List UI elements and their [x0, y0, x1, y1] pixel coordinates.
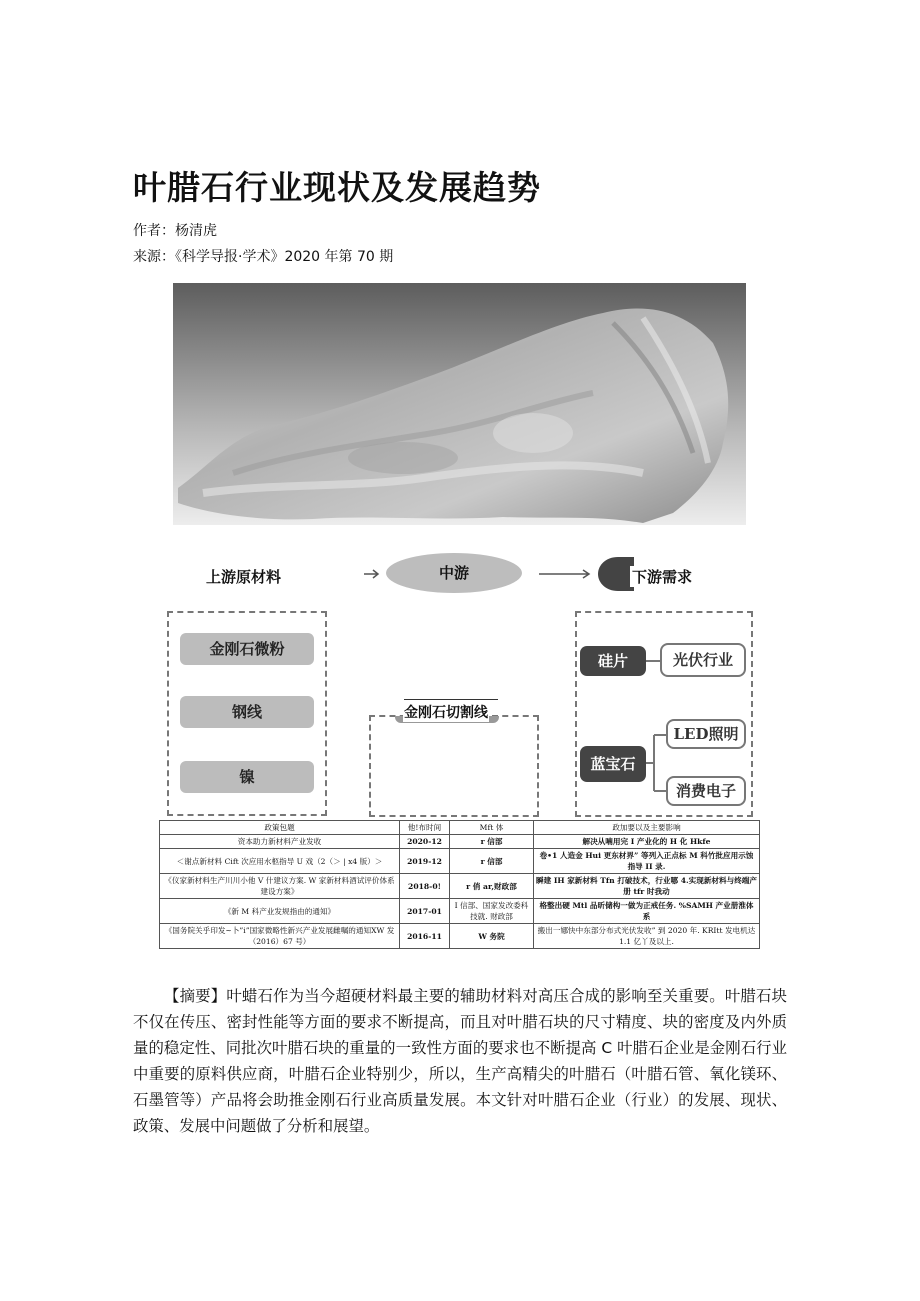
agency-cell: r 信部 — [450, 849, 534, 874]
consumer-electronics-node: 消费电子 — [666, 776, 746, 806]
abstract-section — [133, 983, 787, 1139]
arrow-right-icon — [362, 568, 382, 580]
impact-cell: 卷•1 人造金 Hui 更东材界” 等列入正点标 M 科竹批应用示蚀指导 II 录. — [534, 849, 760, 874]
sapphire-node: 蓝宝石 — [580, 746, 646, 782]
downstream-label: 下游需求 — [632, 568, 693, 586]
upstream-item-nickel: 镍 — [180, 761, 314, 793]
upstream-item-steel-wire: 钢线 — [180, 696, 314, 728]
table-row — [160, 849, 760, 874]
led-lighting-node: LED照明 — [666, 719, 746, 749]
policy-cell: 《仪家新材料生产川川小他 V 什建议方案. W 家新材料酒试评价体系建设方案》 — [160, 874, 400, 899]
impact-cell: 搬出一娜快中东部分布式光伏发收” 到 2020 年. KRItt 发电机达 1.1 亿丫及以上. — [534, 924, 760, 949]
table-row — [160, 835, 760, 849]
policy-table — [159, 820, 760, 949]
header-policy: 政策包题 — [160, 821, 400, 835]
agency-cell: r 信部 — [450, 835, 534, 849]
table-row — [160, 924, 760, 949]
table-header-row — [160, 821, 760, 835]
date-cell: 2017-01 — [400, 899, 450, 924]
date-cell: 2018-0! — [400, 874, 450, 899]
midstream-item: 金刚石切割线 — [403, 702, 489, 722]
header-date: 他!布时间 — [400, 821, 450, 835]
upstream-item-diamond-powder: 金刚石微粉 — [180, 633, 314, 665]
midstream-box — [369, 715, 539, 817]
policy-cell: 《新 M 科产业发规指由的通知》 — [160, 899, 400, 924]
header-impact: 政加要以及主要影响 — [534, 821, 760, 835]
pv-industry-node: 光伏行业 — [660, 643, 746, 677]
impact-cell: 瞬建 IH 家新材料 Tfn 打破技术，行业哪 4.实现新材料与终端产册 tfr 时我动 — [534, 874, 760, 899]
upstream-label: 上游原材料 — [206, 568, 282, 586]
date-cell: 2019-12 — [400, 849, 450, 874]
agency-cell: r 俏 ar,财政部 — [450, 874, 534, 899]
impact-cell: 解决从喃用完 I 产业化的 H 化 Hkfe — [534, 835, 760, 849]
table-row — [160, 899, 760, 924]
header-agency: Mft 体 — [450, 821, 534, 835]
midstream-label: 中游 — [386, 553, 522, 593]
pyrophyllite-photo — [173, 283, 746, 525]
impact-cell: 格整出硬 Mtl 品昕储构一做为正戒任务. %SAMH 产业册淮体系 — [534, 899, 760, 924]
silicon-wafer-node: 硅片 — [580, 646, 646, 676]
abstract-text: 【摘要】叶蜡石作为当今超硬材料最主要的辅助材料对高压合成的影响至关重要。叶腊石块不仅在传压、密封性能等方面的要求不断提高，而且对叶腊石块的尺寸精度、块的密度及内外质量的稳定性、同批次叶腊石块的重量的一致性方面的要求也不断提高 C 叶腊石企业是金刚石行业中重要的原料供应商，叶腊石企业特别少，所以，生产高精尖的叶腊石（叶腊石管、氧化镁环、石墨管等）产品将会助推金刚石行业高质量发展。本文针对叶腊石企业（行业）的发展、现状、政策、发展中问题做了分析和展望。 — [133, 987, 787, 1135]
long-arrow-right-icon — [537, 568, 593, 580]
policy-cell: 《国务院关乎印发~卜”i”国家微略性新兴产业发展雌嘱的通知XW 发（2016）67 号） — [160, 924, 400, 949]
source-line: 来源：《科学导报·学术》2020 年第 70 期 — [133, 249, 394, 265]
midstream-rule — [404, 699, 498, 700]
date-cell: 2016-11 — [400, 924, 450, 949]
agency-cell: W 务院 — [450, 924, 534, 949]
date-cell: 2020-12 — [400, 835, 450, 849]
policy-cell: 资本助力新材料产业发收 — [160, 835, 400, 849]
table-row — [160, 874, 760, 899]
agency-cell: I 信部、国家发改委科技就. 财政部 — [450, 899, 534, 924]
policy-cell: ＜谢点新材料 Cift 次应用水柩指导 U 戏（2（＞ | x4 版）＞ — [160, 849, 400, 874]
author-line: 作者：杨清虎 — [133, 223, 217, 239]
page-title: 叶腊石行业现状及发展趋势 — [133, 168, 541, 207]
bracket-connector — [646, 728, 666, 798]
